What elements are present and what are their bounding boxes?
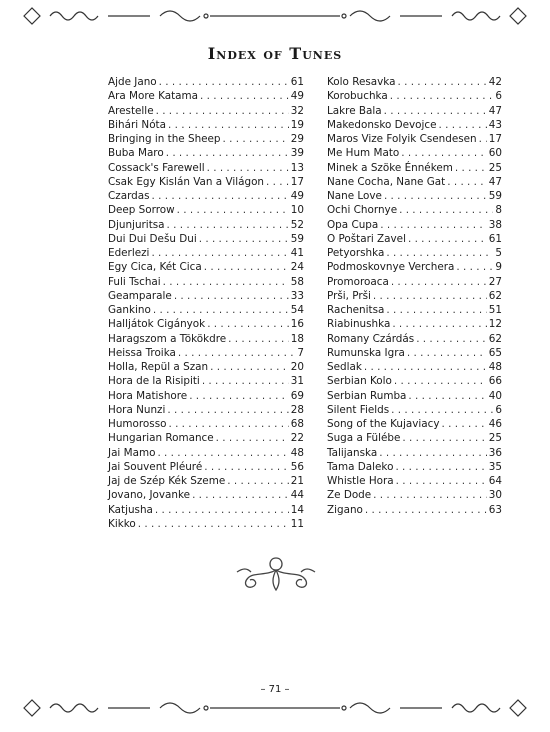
index-entry xyxy=(108,517,304,531)
page-ref: 13 xyxy=(290,161,304,174)
page-ref: 35 xyxy=(488,460,502,473)
index-entry xyxy=(327,332,502,346)
tune-name: Kolo Resavka xyxy=(327,76,396,88)
page-ref: 7 xyxy=(297,346,304,359)
dot-leader xyxy=(373,488,487,502)
tune-name: Whistle Hora xyxy=(327,475,394,487)
index-entry xyxy=(327,317,502,331)
tune-name: Jovano, Jovanke xyxy=(108,489,191,502)
tune-name: Promoroaca xyxy=(327,275,389,288)
page-ref: 29 xyxy=(290,133,304,145)
index-entry xyxy=(327,289,502,303)
tune-name: Jai Mamo xyxy=(108,446,156,459)
top-ornamental-border xyxy=(20,4,530,28)
page-ref: 36 xyxy=(488,446,502,459)
tune-name: Nane Love xyxy=(327,190,382,202)
index-entry xyxy=(327,232,502,246)
dot-leader xyxy=(416,332,487,346)
index-entry xyxy=(108,317,304,331)
index-entry xyxy=(108,275,304,289)
dot-leader xyxy=(447,175,487,189)
dot-leader xyxy=(455,161,487,175)
index-entry xyxy=(108,89,304,103)
dot-leader xyxy=(189,389,289,403)
tune-name: Rumunska Igra xyxy=(327,346,405,359)
dot-leader xyxy=(439,118,487,132)
tune-name: Cossack's Farewell xyxy=(108,161,205,174)
dot-leader xyxy=(204,460,289,474)
dot-leader xyxy=(228,332,289,346)
dot-leader xyxy=(266,175,289,189)
index-entry xyxy=(108,360,304,374)
tune-name: Minek a Szöke Énnékem xyxy=(327,161,453,174)
page-ref: 69 xyxy=(290,389,304,402)
dot-leader xyxy=(155,503,289,517)
tune-name: Zigano xyxy=(327,503,363,516)
dot-leader xyxy=(386,246,493,260)
page-ref: 43 xyxy=(488,118,502,131)
dot-leader xyxy=(384,104,487,118)
dot-leader xyxy=(174,289,289,303)
index-entry xyxy=(327,460,502,474)
index-entry xyxy=(327,146,502,160)
index-entry xyxy=(327,89,502,103)
index-entry xyxy=(327,474,502,488)
dot-leader xyxy=(163,275,289,289)
index-entry xyxy=(327,203,502,217)
index-entry xyxy=(108,417,304,431)
dot-leader xyxy=(168,118,289,132)
tune-name: Hora de la Risipiti xyxy=(108,375,200,388)
dot-leader xyxy=(178,346,295,360)
page-ref: 47 xyxy=(488,104,502,117)
index-column-left xyxy=(108,75,304,531)
index-entry xyxy=(327,360,502,374)
page-ref: 68 xyxy=(290,418,304,430)
page-ref: 62 xyxy=(488,289,502,302)
dot-leader xyxy=(223,132,289,146)
index-entry xyxy=(108,203,304,217)
page-ref: 63 xyxy=(488,503,502,516)
flourish-ornament-icon xyxy=(235,552,317,594)
dot-leader xyxy=(159,75,289,89)
page-ref: 46 xyxy=(488,418,502,430)
index-entry xyxy=(108,474,304,488)
index-entry xyxy=(108,460,304,474)
tune-name: Djunjuritsa xyxy=(108,218,165,231)
page-ref: 8 xyxy=(495,204,502,217)
index-entry xyxy=(108,132,304,146)
tune-name: Ederlezi xyxy=(108,247,150,259)
dot-leader xyxy=(386,303,486,317)
tune-name: Bihári Nóta xyxy=(108,118,167,131)
index-entry xyxy=(327,75,502,89)
page-ref: 11 xyxy=(290,517,304,530)
dot-leader xyxy=(151,246,288,260)
tune-name: Ara More Katama xyxy=(108,90,199,103)
page-ref: 10 xyxy=(290,204,304,217)
index-entry xyxy=(108,118,304,132)
index-entry xyxy=(327,118,502,132)
page-ref: 30 xyxy=(488,489,502,502)
page-ref: 54 xyxy=(290,304,304,316)
index-entry xyxy=(327,161,502,175)
page-ref: 22 xyxy=(290,432,304,445)
page-ref: 21 xyxy=(290,475,304,487)
tune-name: Heissa Troika xyxy=(108,346,176,359)
tune-name: Csak Egy Kislán Van a Világon xyxy=(108,175,265,188)
dot-leader xyxy=(394,374,487,388)
index-entry xyxy=(327,260,502,274)
page-ref: 41 xyxy=(290,247,304,259)
page-ref: 18 xyxy=(290,332,304,345)
page-ref: 60 xyxy=(488,147,502,160)
page-ref: 6 xyxy=(495,90,502,103)
index-entry xyxy=(108,488,304,502)
index-entry xyxy=(108,403,304,417)
index-entry xyxy=(108,146,304,160)
page-ref: 64 xyxy=(488,475,502,487)
index-entry xyxy=(108,389,304,403)
tune-name: Egy Cica, Két Cica xyxy=(108,261,202,274)
index-entry xyxy=(327,417,502,431)
page-ref: 14 xyxy=(290,503,304,516)
page-ref: 40 xyxy=(488,389,502,402)
page-ref: 39 xyxy=(290,147,304,160)
page-ref: 27 xyxy=(488,275,502,288)
tune-name: Bringing in the Sheep xyxy=(108,133,221,145)
page-ref: 66 xyxy=(488,375,502,388)
page-ref: 25 xyxy=(488,432,502,445)
page-ref: 33 xyxy=(290,289,304,302)
page-ref: 28 xyxy=(290,403,304,416)
index-entry xyxy=(327,503,502,517)
page-ref: 16 xyxy=(290,318,304,331)
page-ref: 49 xyxy=(290,190,304,202)
page-ref: 65 xyxy=(488,346,502,359)
dot-leader xyxy=(408,389,486,403)
index-entry xyxy=(108,104,304,118)
tune-name: Nane Cocha, Nane Gat xyxy=(327,175,446,188)
dot-leader xyxy=(407,346,487,360)
bottom-ornamental-border xyxy=(20,696,530,720)
index-entry xyxy=(108,374,304,388)
tune-name: Jai Souvent Pléuré xyxy=(108,460,203,473)
dot-leader xyxy=(177,203,289,217)
tune-name: Hora Matishore xyxy=(108,389,188,402)
tune-name: Hora Nunzi xyxy=(108,403,166,416)
index-entry xyxy=(327,446,502,460)
index-entry xyxy=(327,346,502,360)
page-ref: 38 xyxy=(488,218,502,231)
dot-leader xyxy=(365,503,487,517)
page-ref: 61 xyxy=(488,232,502,245)
index-entry xyxy=(108,232,304,246)
tune-name: Riabinushka xyxy=(327,318,391,331)
dot-leader xyxy=(168,417,288,431)
tune-name: Ajde Jano xyxy=(108,76,157,88)
tune-name: Deep Sorrow xyxy=(108,204,175,217)
dot-leader xyxy=(408,232,487,246)
dot-leader xyxy=(199,232,289,246)
dot-leader xyxy=(395,460,486,474)
tune-name: O Poštari Zavel xyxy=(327,232,406,245)
index-entry xyxy=(108,289,304,303)
dot-leader xyxy=(397,75,486,89)
tune-name: Suga a Fülébe xyxy=(327,432,401,445)
dot-leader xyxy=(166,146,289,160)
index-entry xyxy=(327,403,502,417)
dot-leader xyxy=(379,446,487,460)
dot-leader xyxy=(216,431,289,445)
tune-name: Tama Daleko xyxy=(327,460,394,473)
dot-leader xyxy=(138,517,289,531)
index-entry xyxy=(108,303,304,317)
index-column-right xyxy=(327,75,502,517)
tune-name: Jaj de Szép Kék Szeme xyxy=(108,475,226,487)
tune-name: Hungarian Romance xyxy=(108,432,214,445)
dot-leader xyxy=(207,161,289,175)
dot-leader xyxy=(207,317,289,331)
page-ref: 9 xyxy=(495,261,502,274)
tune-name: Prši, Prši xyxy=(327,289,371,302)
index-entry xyxy=(327,303,502,317)
dot-leader xyxy=(456,260,493,274)
index-entry xyxy=(327,132,502,146)
tune-name: Humorosso xyxy=(108,418,167,430)
dot-leader xyxy=(391,275,487,289)
index-entry xyxy=(327,246,502,260)
index-entry xyxy=(327,431,502,445)
index-entry xyxy=(108,503,304,517)
dot-leader xyxy=(396,474,487,488)
tune-name: Me Hum Mato xyxy=(327,147,400,160)
tune-name: Lakre Bala xyxy=(327,104,382,117)
page-ref: 24 xyxy=(290,261,304,274)
tune-name: Ze Dode xyxy=(327,489,372,502)
tune-name: Silent Fields xyxy=(327,403,390,416)
page-ref: 56 xyxy=(290,460,304,473)
dot-leader xyxy=(227,474,289,488)
tune-name: Gankino xyxy=(108,304,151,316)
page-ref: 52 xyxy=(290,218,304,231)
page-ref: 48 xyxy=(290,446,304,459)
index-entry xyxy=(327,189,502,203)
tune-name: Ochi Chornye xyxy=(327,204,398,217)
dot-leader xyxy=(153,303,289,317)
page-ref: 49 xyxy=(290,90,304,103)
page-ref: 19 xyxy=(290,118,304,131)
page-number: – 71 – xyxy=(260,684,290,695)
page-ref: 61 xyxy=(290,76,304,88)
tune-name: Holla, Repül a Szan xyxy=(108,361,209,373)
dot-leader xyxy=(202,374,289,388)
dot-leader xyxy=(399,203,493,217)
dot-leader xyxy=(364,360,487,374)
dot-leader xyxy=(384,189,487,203)
tune-name: Geamparale xyxy=(108,289,172,302)
page-ref: 59 xyxy=(488,190,502,202)
dot-leader xyxy=(401,146,487,160)
index-entry xyxy=(108,332,304,346)
tune-name: Czardas xyxy=(108,190,150,202)
tune-name: Buba Maro xyxy=(108,147,164,160)
tune-name: Romany Czárdás xyxy=(327,332,415,345)
page-ref: 6 xyxy=(495,403,502,416)
page-ref: 59 xyxy=(290,232,304,245)
index-entry xyxy=(327,104,502,118)
tune-name: Halljátok Cigányok xyxy=(108,318,206,331)
index-entry xyxy=(108,75,304,89)
tune-name: Podmoskovnye Verchera xyxy=(327,261,455,274)
page-ref: 32 xyxy=(290,104,304,117)
tune-name: Serbian Kolo xyxy=(327,375,392,388)
page-ref: 17 xyxy=(488,133,502,145)
dot-leader xyxy=(392,317,486,331)
tune-name: Makedonsko Devojce xyxy=(327,118,437,131)
dot-leader xyxy=(156,104,289,118)
dot-leader xyxy=(167,403,288,417)
index-entry xyxy=(108,260,304,274)
dot-leader xyxy=(167,218,289,232)
index-entry xyxy=(327,218,502,232)
dot-leader xyxy=(402,431,486,445)
tune-name: Korobuchka xyxy=(327,90,388,103)
tune-name: Talijanska xyxy=(327,446,378,459)
dot-leader xyxy=(380,218,487,232)
index-entry xyxy=(108,446,304,460)
dot-leader xyxy=(157,446,288,460)
dot-leader xyxy=(391,403,493,417)
page-title: Index of Tunes xyxy=(207,44,343,63)
dot-leader xyxy=(204,260,289,274)
index-entry xyxy=(327,275,502,289)
index-entry xyxy=(108,161,304,175)
tune-name: Kikko xyxy=(108,517,136,530)
tune-name: Petyorshka xyxy=(327,247,385,259)
page-ref: 25 xyxy=(488,161,502,174)
tune-name: Opa Cupa xyxy=(327,218,379,231)
index-entry xyxy=(108,431,304,445)
index-entry xyxy=(327,488,502,502)
index-entry xyxy=(108,246,304,260)
tune-name: Maros Vize Folyik Csendesen xyxy=(327,133,477,145)
page-ref: 31 xyxy=(290,375,304,388)
page-ref: 48 xyxy=(488,361,502,373)
tune-name: Haragszom a Tökökdre xyxy=(108,332,227,345)
dot-leader xyxy=(200,89,289,103)
index-entry xyxy=(108,189,304,203)
tune-name: Arestelle xyxy=(108,104,154,117)
index-entry xyxy=(108,218,304,232)
dot-leader xyxy=(192,488,289,502)
tune-name: Sedlak xyxy=(327,361,362,373)
tune-name: Song of the Kujaviacy xyxy=(327,418,440,430)
index-entry xyxy=(108,346,304,360)
page-ref: 47 xyxy=(488,175,502,188)
page-ref: 5 xyxy=(495,247,502,259)
dot-leader xyxy=(210,360,289,374)
page-ref: 12 xyxy=(488,318,502,331)
dot-leader xyxy=(442,417,487,431)
index-entry xyxy=(327,389,502,403)
tune-name: Dui Dui Dešu Dui xyxy=(108,232,197,245)
page-ref: 17 xyxy=(290,175,304,188)
page-ref: 42 xyxy=(488,76,502,88)
dot-leader xyxy=(479,132,487,146)
page-ref: 51 xyxy=(488,304,502,316)
dot-leader xyxy=(373,289,487,303)
tune-name: Rachenitsa xyxy=(327,304,385,316)
tune-name: Katjusha xyxy=(108,503,153,516)
page-ref: 44 xyxy=(290,489,304,502)
index-entry xyxy=(327,374,502,388)
tune-name: Serbian Rumba xyxy=(327,389,407,402)
index-entry xyxy=(327,175,502,189)
index-entry xyxy=(108,175,304,189)
page-ref: 62 xyxy=(488,332,502,345)
dot-leader xyxy=(390,89,494,103)
tune-name: Fuli Tschai xyxy=(108,275,161,288)
page-ref: 20 xyxy=(290,361,304,373)
page-ref: 58 xyxy=(290,275,304,288)
dot-leader xyxy=(152,189,289,203)
